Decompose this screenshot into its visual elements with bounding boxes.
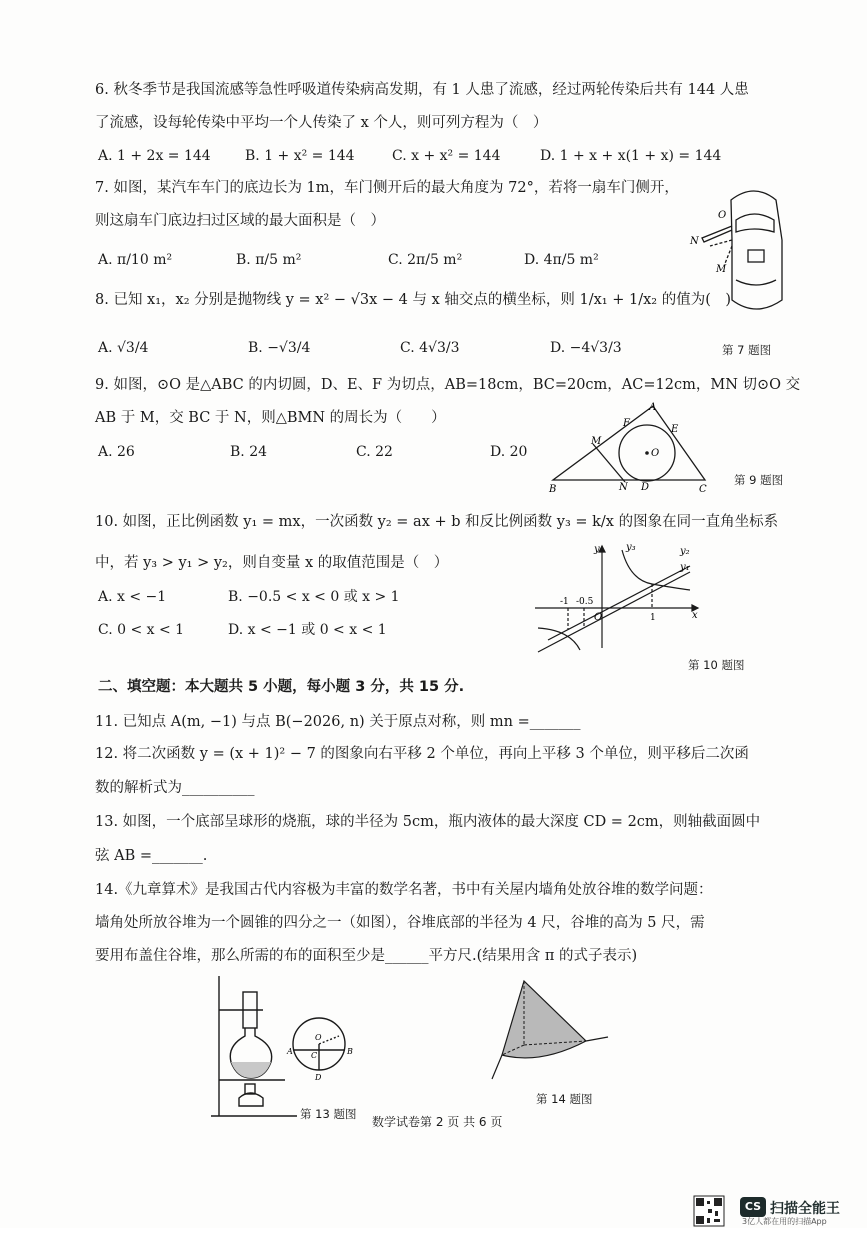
q9-line2: AB 于 M，交 BC 于 N，则△BMN 的周长为（ ）: [95, 410, 446, 426]
q6-line1: 6. 秋冬季节是我国流感等急性呼吸道传染病高发期，有 1 人患了流感，经过两轮传染后共有 144 人患: [95, 82, 749, 98]
q8-option-d: D. −4√3/3: [550, 340, 622, 356]
q9-option-b: B. 24: [230, 444, 268, 460]
fig13-label-o: O: [315, 1033, 322, 1042]
fig10-label-x: x: [692, 610, 698, 621]
fig10-tick-neg1: -1: [560, 597, 569, 607]
brand-tagline: 3亿人都在用的扫描App: [742, 1217, 827, 1226]
q7-option-c: C. 2π/5 m²: [388, 252, 463, 268]
q13-line2: 弦 AB =_______.: [95, 848, 208, 864]
q7-option-d: D. 4π/5 m²: [524, 252, 599, 268]
fig9-caption: 第 9 题图: [734, 473, 784, 487]
fig9-label-o: O: [651, 448, 660, 459]
fig7-label-n: N: [690, 236, 699, 247]
q6-line2: 了流感，设每轮传染中平均一个人传染了 x 个人，则可列方程为（ ）: [95, 115, 548, 131]
fig10-tick-1: 1: [650, 613, 656, 623]
fig9-label-d: D: [641, 482, 650, 493]
fig13-label-c: C: [311, 1051, 318, 1060]
q10-option-b: B. −0.5 < x < 0 或 x > 1: [228, 589, 400, 605]
q10-option-a: A. x < −1: [98, 589, 167, 605]
camscanner-logo: CS: [740, 1197, 766, 1217]
fig9-incircle-diagram: [545, 398, 715, 496]
q12-line1: 12. 将二次函数 y = (x + 1)² − 7 的图象向右平移 2 个单位，再向上平移 3 个单位，则平移后二次函: [95, 746, 749, 762]
fig10-label-y: y: [594, 544, 600, 555]
fig14-quarter-cone-diagram: [480, 975, 615, 1085]
q9-option-d: D. 20: [490, 444, 528, 460]
fig13-label-d: D: [315, 1073, 322, 1082]
fig14-caption: 第 14 题图: [536, 1092, 593, 1106]
q14-line2: 墙角处所放谷堆为一个圆锥的四分之一（如图），谷堆底部的半径为 4 尺，谷堆的高为 5 尺，需: [95, 915, 705, 931]
q8-line1: 8. 已知 x₁，x₂ 分别是抛物线 y = x² − √3x − 4 与 x 轴交点的横坐标，则 1/x₁ + 1/x₂ 的值为( ): [95, 292, 732, 308]
q7-option-a: A. π/10 m²: [98, 252, 173, 268]
q6-option-d: D. 1 + x + x(1 + x) = 144: [540, 148, 722, 164]
fig7-label-o: O: [718, 210, 727, 221]
fig10-tick-neg05: -0.5: [576, 597, 594, 607]
q13-line1: 13. 如图，一个底部呈球形的烧瓶，球的半径为 5cm，瓶内液体的最大深度 CD = 2cm，则轴截面圆中: [95, 814, 761, 830]
fig7-label-m: M: [716, 264, 727, 275]
fig10-function-graph: [530, 540, 705, 652]
q8-option-a: A. √3/4: [98, 340, 149, 356]
q9-option-c: C. 22: [356, 444, 393, 460]
q12-line2: 数的解析式为__________: [95, 780, 255, 796]
q8-option-b: B. −√3/4: [248, 340, 311, 356]
fig7-caption: 第 7 题图: [722, 343, 772, 357]
q10-line2: 中，若 y₃ > y₁ > y₂，则自变量 x 的取值范围是（ ）: [95, 555, 449, 571]
fig9-label-b: B: [549, 484, 557, 495]
brand-name: 扫描全能王: [770, 1201, 840, 1217]
fig9-label-e: E: [671, 424, 679, 435]
fig10-label-y3: y₃: [626, 542, 636, 553]
q6-option-c: C. x + x² = 144: [392, 148, 501, 164]
fig9-label-c: C: [699, 484, 707, 495]
fig10-label-y2: y₂: [680, 546, 690, 557]
fig13-label-b: B: [347, 1047, 353, 1056]
q10-option-d: D. x < −1 或 0 < x < 1: [228, 622, 387, 638]
q6-option-a: A. 1 + 2x = 144: [98, 148, 211, 164]
fig9-label-m: M: [591, 436, 602, 447]
q10-option-c: C. 0 < x < 1: [98, 622, 185, 638]
q9-option-a: A. 26: [98, 444, 135, 460]
q14-line1: 14.《九章算术》是我国古代内容极为丰富的数学名著，书中有关屋内墙角处放谷堆的数学问题：: [95, 882, 713, 898]
q6-option-b: B. 1 + x² = 144: [245, 148, 355, 164]
page-footer: 数学试卷第 2 页 共 6 页: [372, 1115, 503, 1129]
qr-code-icon: [694, 1196, 736, 1238]
fig9-label-a: A: [649, 402, 657, 413]
fig10-caption: 第 10 题图: [688, 658, 745, 672]
section2-heading: 二、填空题：本大题共 5 小题，每小题 3 分，共 15 分.: [98, 679, 465, 695]
fig10-label-origin: O: [594, 612, 603, 623]
q11-text: 11. 已知点 A(m, −1) 与点 B(−2026, n) 关于原点对称，则 mn =_______: [95, 714, 581, 730]
q7-option-b: B. π/5 m²: [236, 252, 302, 268]
q7-line2: 则这扇车门底边扫过区域的最大面积是（ ）: [95, 213, 385, 229]
q9-line1: 9. 如图，⊙O 是△ABC 的内切圆，D、E、F 为切点，AB=18cm，BC=20cm，AC=12cm，MN 切⊙O 交: [95, 377, 801, 393]
fig13-flask-diagram: [205, 970, 365, 1122]
fig9-label-f: F: [623, 418, 630, 429]
fig10-label-y1: y₁: [680, 562, 690, 573]
q7-line1: 7. 如图，某汽车车门的底边长为 1m，车门侧开后的最大角度为 72°，若将一扇车门侧开，: [95, 180, 679, 196]
fig13-label-a: A: [287, 1047, 293, 1056]
q10-line1: 10. 如图，正比例函数 y₁ = mx，一次函数 y₂ = ax + b 和反比例函数 y₃ = k/x 的图象在同一直角坐标系: [95, 514, 779, 530]
q14-line3: 要用布盖住谷堆，那么所需的布的面积至少是______平方尺.(结果用含 π 的式子表示): [95, 948, 638, 964]
fig13-caption: 第 13 题图: [300, 1107, 357, 1121]
q8-option-c: C. 4√3/3: [400, 340, 460, 356]
fig9-label-n: N: [619, 482, 628, 493]
